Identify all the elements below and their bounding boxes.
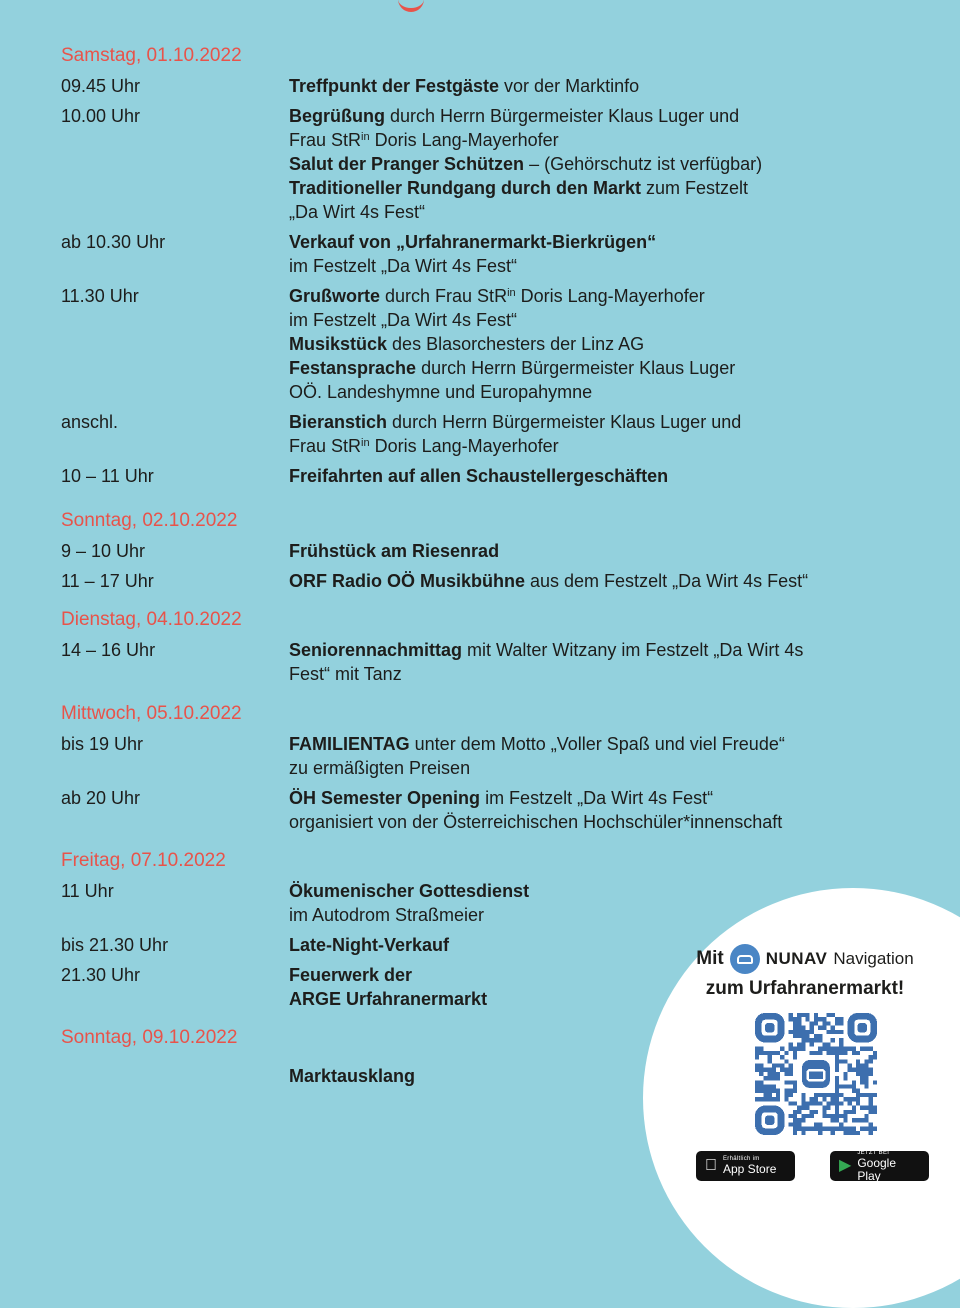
app-store-badge[interactable] xyxy=(696,1151,795,1181)
event-row xyxy=(61,74,921,98)
description-line xyxy=(289,308,921,332)
day-heading: Sonntag, 09.10.2022 xyxy=(61,1027,238,1048)
regular-text: Fest“ mit Tanz xyxy=(289,664,402,684)
description-line xyxy=(289,284,921,308)
regular-text: Doris Lang-Mayerhofer xyxy=(369,436,559,456)
app-store-label: App Store xyxy=(711,1162,765,1176)
decorative-heart-fragment xyxy=(398,0,424,12)
description-line xyxy=(289,786,921,810)
promo-mit: Mit xyxy=(696,948,724,969)
event-row xyxy=(61,539,921,563)
description-line xyxy=(289,254,921,278)
description-line xyxy=(289,539,921,563)
bold-text: Ökumenischer Gottesdienst xyxy=(289,881,530,901)
description-line xyxy=(289,332,921,356)
bold-text: Seniorennachmittag xyxy=(289,640,463,660)
event-time: 09.45 Uhr xyxy=(61,76,141,96)
regular-text: im Festzelt „Da Wirt 4s Fest“ xyxy=(480,788,714,808)
superscript-text: in xyxy=(507,287,516,299)
description-line xyxy=(289,152,921,176)
event-description xyxy=(289,74,921,98)
bold-text: Freifahrten auf allen Schaustellergeschäften xyxy=(289,466,669,486)
description-line xyxy=(289,464,921,488)
regular-text: Doris Lang-Mayerhofer xyxy=(369,130,559,150)
event-time: 11.30 Uhr xyxy=(61,286,139,306)
nunav-car-icon xyxy=(730,944,760,974)
regular-text: OÖ. Landeshymne und Europahymne xyxy=(289,382,593,402)
regular-text: durch Herrn Bürgermeister Klaus Luger und xyxy=(387,412,742,432)
event-row xyxy=(61,732,921,780)
regular-text: durch Herrn Bürgermeister Klaus Luger und xyxy=(385,106,740,126)
event-time: 10 – 11 Uhr xyxy=(61,466,154,486)
app-store-small-text: Erhältlich im xyxy=(711,1156,748,1162)
bold-text: ÖH Semester Opening xyxy=(289,788,481,808)
regular-text: durch Frau StR xyxy=(380,286,508,306)
event-description xyxy=(289,786,921,834)
description-line xyxy=(289,230,921,254)
bold-text: Marktausklang xyxy=(289,1066,416,1086)
bold-text: ORF Radio OÖ Musikbühne xyxy=(289,571,526,591)
event-time: ab 20 Uhr xyxy=(61,788,141,808)
google-play-small-text: JETZT BEI xyxy=(857,1149,890,1156)
nunav-promo-title xyxy=(660,944,950,1004)
event-row xyxy=(61,284,921,404)
description-line xyxy=(289,74,921,98)
day-heading: Dienstag, 04.10.2022 xyxy=(61,609,242,630)
promo-navigation: Navigation xyxy=(833,949,914,968)
regular-text: Frau StR xyxy=(289,436,362,456)
bold-text: Treffpunkt der Festgäste xyxy=(289,76,500,96)
bold-text: ARGE Urfahranermarkt xyxy=(289,989,488,1009)
event-time: 9 – 10 Uhr xyxy=(61,541,146,561)
bold-text: Verkauf von „Urfahranermarkt-Bierkrügen“ xyxy=(289,232,657,252)
description-line xyxy=(289,638,921,662)
description-line xyxy=(289,756,921,780)
event-time: 14 – 16 Uhr xyxy=(61,640,156,660)
google-play-label: Google Play xyxy=(857,1155,897,1183)
regular-text: durch Herrn Bürgermeister Klaus Luger xyxy=(416,358,736,378)
description-line xyxy=(289,434,921,458)
apple-icon xyxy=(705,1158,717,1174)
event-description xyxy=(289,464,921,488)
google-play-badge[interactable] xyxy=(830,1151,929,1181)
google-play-icon: ▶ xyxy=(839,1157,852,1174)
bold-text: Bieranstich xyxy=(289,412,388,432)
bold-text: Traditioneller Rundgang durch den Markt xyxy=(289,178,642,198)
bold-text: Festansprache xyxy=(289,358,417,378)
superscript-text: in xyxy=(361,131,370,143)
event-time: 10.00 Uhr xyxy=(61,106,141,126)
event-time: 11 – 17 Uhr xyxy=(61,571,154,591)
regular-text: Frau StR xyxy=(289,130,362,150)
regular-text: mit Walter Witzany im Festzelt „Da Wirt 4s xyxy=(462,640,804,660)
event-description xyxy=(289,410,921,458)
event-time: 11 Uhr xyxy=(61,881,114,901)
bold-text: Grußworte xyxy=(289,286,381,306)
qr-code[interactable] xyxy=(755,1013,877,1135)
regular-text: im Festzelt „Da Wirt 4s Fest“ xyxy=(289,256,518,276)
promo-brand: NUNAV xyxy=(765,949,828,968)
superscript-text: in xyxy=(361,437,370,449)
day-heading: Sonntag, 02.10.2022 xyxy=(61,510,238,531)
day-heading: Samstag, 01.10.2022 xyxy=(61,45,242,66)
regular-text: zum Festzelt xyxy=(641,178,749,198)
description-line xyxy=(289,176,921,200)
event-description xyxy=(289,638,921,686)
event-row xyxy=(61,464,921,488)
event-time: bis 21.30 Uhr xyxy=(61,935,169,955)
event-description xyxy=(289,284,921,404)
day-heading: Mittwoch, 05.10.2022 xyxy=(61,703,242,724)
event-description xyxy=(289,569,921,593)
event-row xyxy=(61,410,921,458)
bold-text: Salut der Pranger Schützen xyxy=(289,154,525,174)
description-line xyxy=(289,128,921,152)
event-row xyxy=(61,638,921,686)
bold-text: FAMILIENTAG xyxy=(289,734,410,754)
description-line xyxy=(289,569,921,593)
event-row xyxy=(61,104,921,224)
regular-text: im Autodrom Straßmeier xyxy=(289,905,485,925)
event-description xyxy=(289,230,921,278)
event-time: anschl. xyxy=(61,412,119,432)
description-line xyxy=(289,732,921,756)
description-line xyxy=(289,356,921,380)
promo-line2: zum Urfahranermarkt! xyxy=(705,978,905,999)
description-line xyxy=(289,380,921,404)
regular-text: organisiert von der Österreichischen Hochschüler*innenschaft xyxy=(289,812,783,832)
regular-text: zu ermäßigten Preisen xyxy=(289,758,471,778)
bold-text: Frühstück am Riesenrad xyxy=(289,541,500,561)
regular-text: vor der Marktinfo xyxy=(499,76,640,96)
bold-text: Begrüßung xyxy=(289,106,385,126)
event-time: bis 19 Uhr xyxy=(61,734,144,754)
regular-text: Doris Lang-Mayerhofer xyxy=(515,286,705,306)
regular-text: unter dem Motto „Voller Spaß und viel Freude“ xyxy=(409,734,785,754)
regular-text: – (Gehörschutz ist verfügbar) xyxy=(524,154,763,174)
regular-text: im Festzelt „Da Wirt 4s Fest“ xyxy=(289,310,518,330)
event-time: 21.30 Uhr xyxy=(61,965,141,985)
bold-text: Late-Night-Verkauf xyxy=(289,935,450,955)
event-time: ab 10.30 Uhr xyxy=(61,232,166,252)
description-line xyxy=(289,662,921,686)
event-row xyxy=(61,569,921,593)
event-description xyxy=(289,104,921,224)
description-line xyxy=(289,200,921,224)
event-row xyxy=(61,786,921,834)
bold-text: Musikstück xyxy=(289,334,388,354)
event-description xyxy=(289,539,921,563)
event-description xyxy=(289,732,921,780)
event-row xyxy=(61,230,921,278)
regular-text: aus dem Festzelt „Da Wirt 4s Fest“ xyxy=(525,571,809,591)
description-line xyxy=(289,810,921,834)
description-line xyxy=(289,410,921,434)
regular-text: des Blasorchesters der Linz AG xyxy=(387,334,645,354)
day-heading: Freitag, 07.10.2022 xyxy=(61,850,226,871)
description-line xyxy=(289,104,921,128)
regular-text: „Da Wirt 4s Fest“ xyxy=(289,202,426,222)
bold-text: Feuerwerk der xyxy=(289,965,413,985)
